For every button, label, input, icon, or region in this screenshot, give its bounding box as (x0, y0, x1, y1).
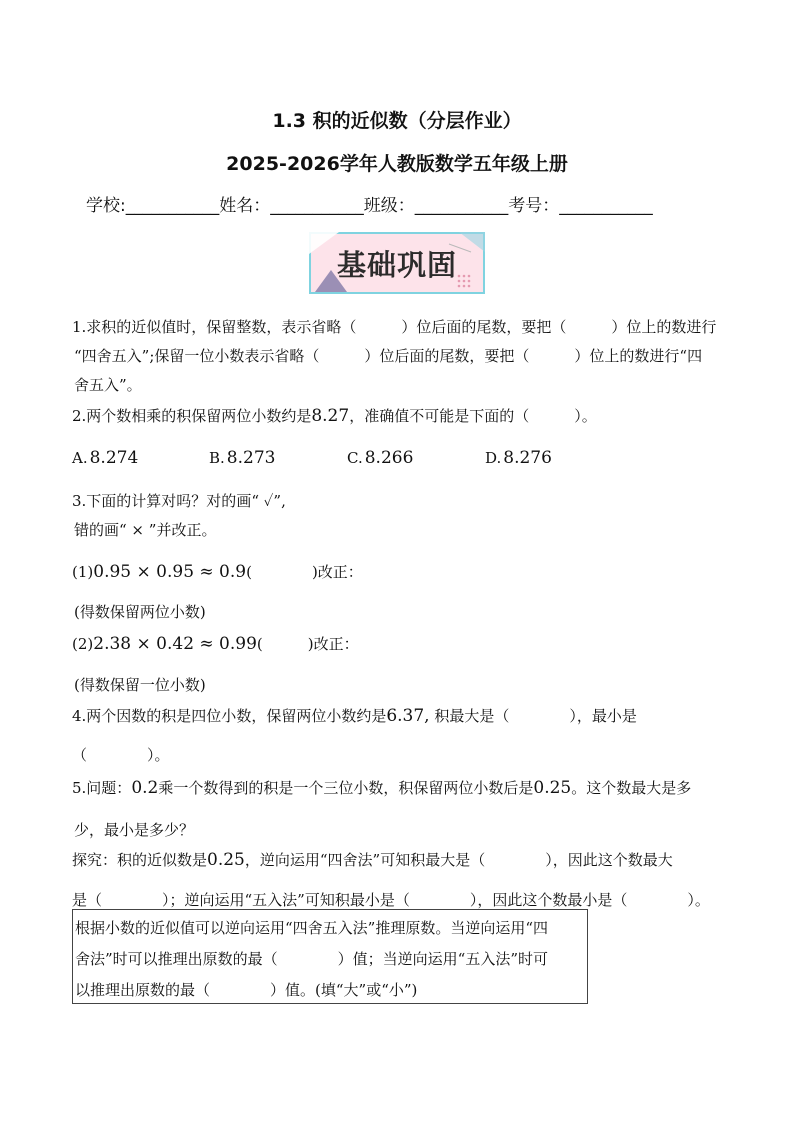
q5-number2: 0.25 (533, 778, 572, 798)
q4-line2: （ ）。 (72, 746, 170, 764)
q5-number1: 0.2 (131, 778, 159, 798)
q4-pre: 4.两个因数的积是四位小数，保留两位小数约是 (72, 707, 387, 725)
q2-stem-pre: 2.两个数相乘的积保留两位小数约是 (72, 407, 312, 425)
q3-item2-note: (得数保留一位小数) (74, 676, 206, 694)
q3-item1-tail: ( )改正： (246, 563, 363, 581)
q2-stem-number: 8.27 (311, 406, 350, 426)
q3-item2-expression: 2.38 × 0.42 ≈ 0.99 (93, 634, 257, 654)
q5-mid: 乘一个数得到的积是一个三位小数，积保留两位小数后是 (158, 779, 534, 797)
q2-option-a[interactable] (72, 448, 138, 468)
q5-explore-post: ，逆向运用“四舍法”可知积最大是（ ），因此这个数最大 (244, 851, 673, 869)
q3-item2-label: (2) (72, 635, 94, 653)
option-value: 8.276 (503, 448, 552, 468)
q2-option-b[interactable] (209, 448, 275, 468)
q5-explore-pre: 探究：积的近似数是 (72, 851, 208, 869)
q5-line1 (72, 777, 691, 798)
option-value: 8.266 (364, 448, 414, 468)
q1-line3: 舍五入”。 (74, 376, 142, 394)
option-value: 8.274 (89, 448, 139, 468)
hint-line2: 舍法”时可以推理出原数的最（ ）值；当逆向运用“五入法”时可 (75, 950, 549, 968)
student-info-line: 学校:___________姓名：___________班级：___________考号：___________ (86, 196, 653, 216)
q3-item1-expression: 0.95 × 0.95 ≈ 0.9 (93, 562, 247, 582)
q1-line2: “四舍五入”;保留一位小数表示省略（ ）位后面的尾数，要把（ ）位上的数进行“四 (74, 347, 703, 365)
q1-line1: 1.求积的近似值时，保留整数，表示省略（ ）位后面的尾数，要把（ ）位上的数进行 (72, 318, 717, 336)
section-banner (309, 232, 485, 294)
page-title: 1.3 积的近似数（分层作业） (272, 110, 522, 132)
q4-number: 6.37, (386, 706, 430, 726)
banner-text: 基础巩固 (336, 248, 457, 282)
q3-line2: 错的画“ × ”并改正。 (74, 521, 217, 539)
option-label: B. (209, 449, 225, 467)
page-subtitle: 2025-2026学年人教版数学五年级上册 (226, 153, 568, 175)
q4-line1 (72, 705, 637, 726)
q5-post: 。这个数最大是多 (571, 779, 692, 797)
q2-stem (72, 405, 597, 426)
q3-item2-tail: ( )改正： (256, 635, 359, 653)
q3-item1-label: (1) (72, 563, 94, 581)
q3-item1 (72, 561, 363, 582)
option-label: A. (72, 449, 88, 467)
hint-line3: 以推理出原数的最（ ）值。(填“大”或“小”) (75, 981, 418, 999)
option-label: D. (485, 449, 502, 467)
q2-option-d[interactable] (485, 448, 552, 468)
q5-line2: 少，最小是多少？ (74, 821, 195, 839)
hint-box (72, 909, 588, 1004)
q2-stem-post: ，准确值不可能是下面的（ ）。 (349, 407, 597, 425)
option-label: C. (347, 449, 363, 467)
q5-line4: 是（ ）；逆向运用“五入法”可知积最小是（ ），因此这个数最小是（ ）。 (72, 891, 710, 909)
hint-line1: 根据小数的近似值可以逆向运用“四舍五入法”推理原数。当逆向运用“四 (75, 919, 549, 937)
q5-explore-line (72, 849, 673, 870)
q4-post: 积最大是（ ），最小是 (429, 707, 637, 725)
q3-line1: 3.下面的计算对吗？对的画“ ✓”, (72, 492, 286, 510)
q5-explore-number: 0.25 (207, 850, 245, 870)
q2-option-c[interactable] (347, 448, 413, 468)
q3-item1-note: (得数保留两位小数) (74, 603, 206, 621)
option-value: 8.273 (226, 448, 276, 468)
q5-pre: 5.问题： (72, 779, 132, 797)
q3-item2 (72, 633, 359, 654)
